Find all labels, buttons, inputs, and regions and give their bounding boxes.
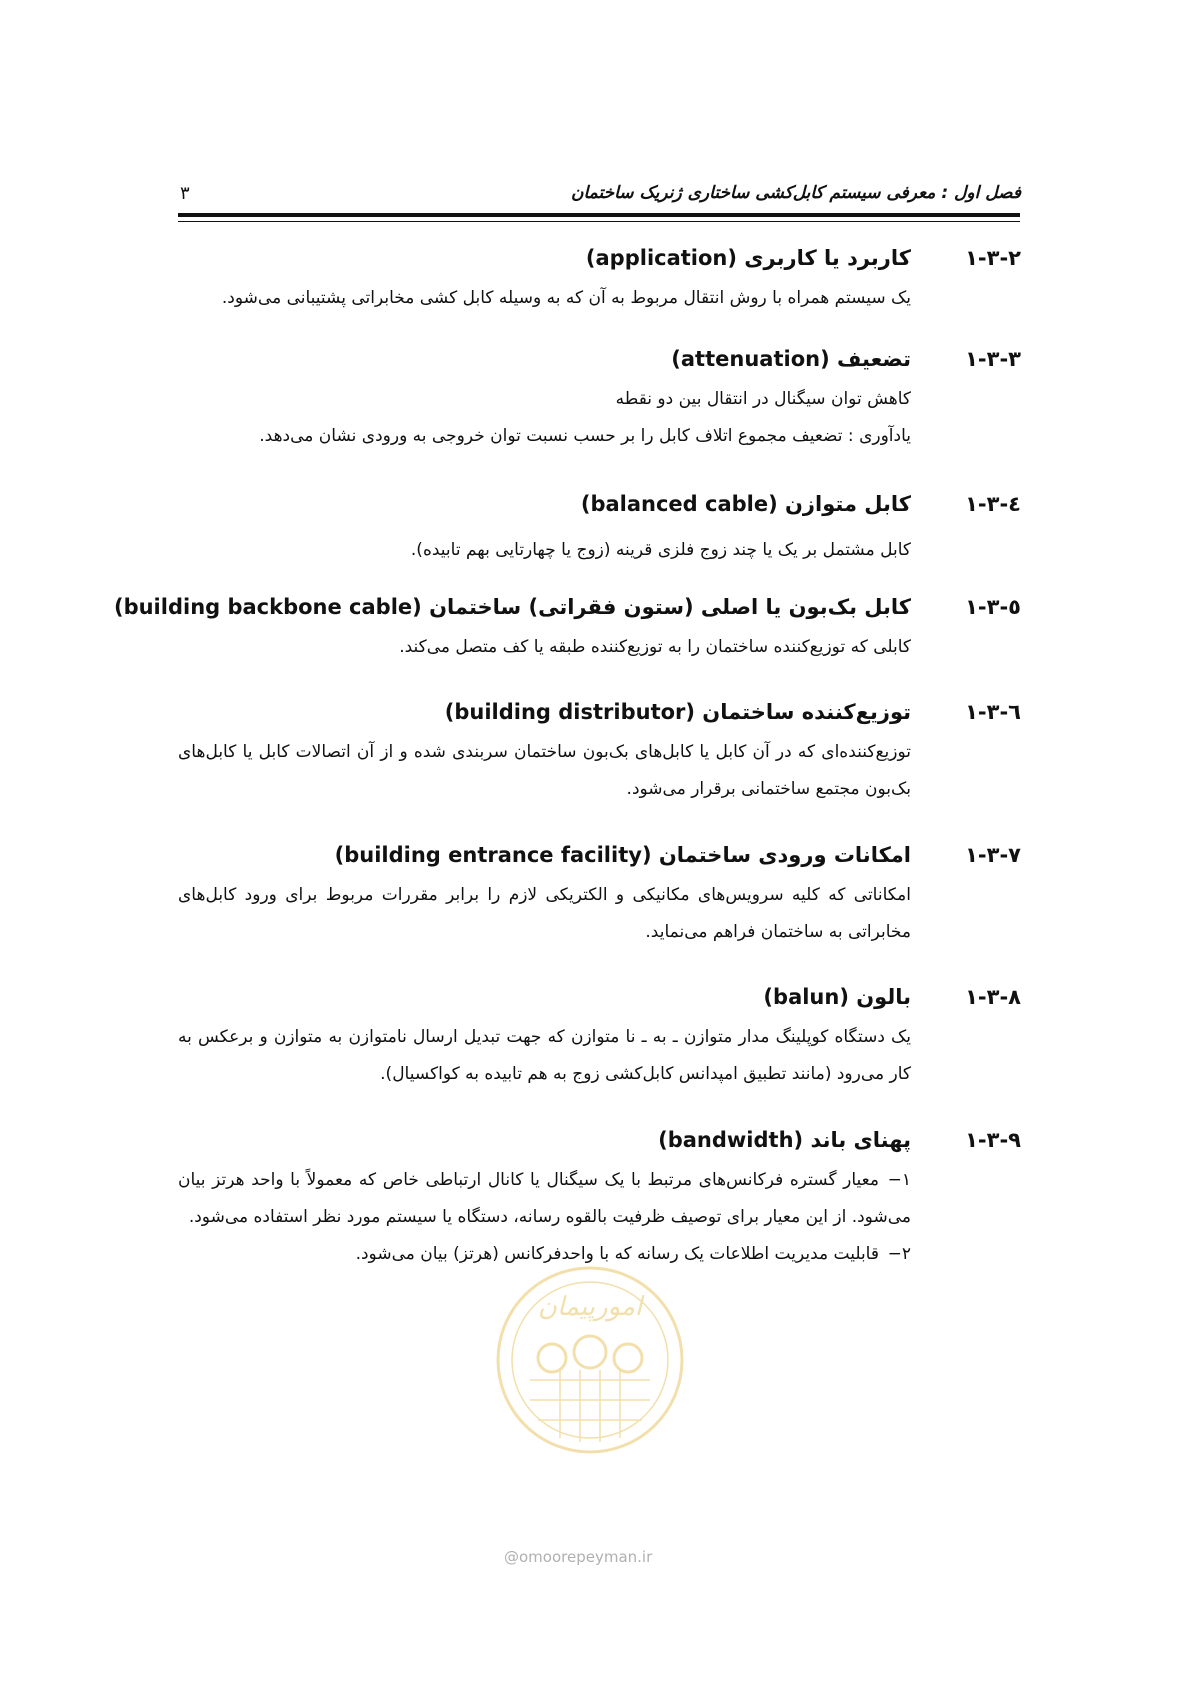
section-number: ۱-۳-۲: [965, 246, 1021, 270]
running-title: فصل اول : معرفی سیستم کابل‌کشی ساختاری ژنریک ساختمان: [570, 183, 1021, 203]
section-number: ۱-۳-۹: [965, 1128, 1021, 1152]
section-number: ۱-۳-٥: [965, 595, 1021, 619]
section-1-3-7: [178, 843, 1021, 951]
section-1-3-2: [178, 246, 1021, 317]
watermark-url: @omoorepeyman.ir: [504, 1548, 653, 1566]
list-item: [178, 1162, 911, 1236]
section-paragraph: یک سیستم همراه با روش انتقال مربوط به آن که به وسیله کابل کشی مخابراتی پشتیبانی می‌شود.: [221, 288, 911, 308]
section-title: کابل بک‌بون یا اصلی (ستون فقراتی) ساختمان (building backbone cable): [113, 595, 911, 619]
header-rule-thick: [178, 213, 1020, 217]
section-heading: [178, 1128, 1021, 1162]
list-marker: ۱−: [887, 1170, 911, 1190]
section-paragraph: کاهش توان سیگنال در انتقال بین دو نقطه: [615, 389, 911, 409]
section-paragraph: کابل مشتمل بر یک یا چند زوج فلزی قرینه (زوج یا چهارتایی بهم تابیده).: [410, 540, 911, 560]
section-1-3-6: [178, 700, 1021, 808]
section-paragraph: امکاناتی که کلیه سرویس‌های مکانیکی و الکتریکی لازم را برابر مقررات مربوط برای ورود کابل‌های مخابراتی به ساختمان فراهم می‌نماید.: [178, 885, 911, 942]
list-item-text: معیار گستره فرکانس‌های مرتبط با یک سیگنال یا کانال ارتباطی خاص که معمولاً با واحد هرتز بیان می‌شود. از این معیار برای توصیف ظرفیت بالقوه رسانه، دستگاه یا سیستم مورد نظر استفاده می‌شود.: [178, 1170, 911, 1227]
section-number: ۱-۳-٤: [965, 492, 1021, 516]
page-number: ۳: [180, 183, 190, 204]
section-1-3-8: [178, 985, 1021, 1093]
section-paragraph: یک دستگاه کوپلینگ مدار متوازن ـ به ـ نا متوازن که جهت تبدیل ارسال نامتوازن به متوازن و برعکس به کار می‌رود (مانند تطبیق امپدانس کابل‌کشی زوج به هم تابیده به کواکسیال).: [178, 1027, 911, 1084]
section-title: کاربرد یا کاربری (application): [585, 246, 911, 270]
section-note: یادآوری : تضعیف مجموع اتلاف کابل را بر حسب نسبت توان خروجی به ورودی نشان می‌دهد.: [259, 426, 911, 446]
section-1-3-5: [113, 595, 1021, 666]
section-title: بالون (balun): [763, 985, 911, 1009]
section-heading: [113, 595, 1021, 629]
section-paragraph: توزیع‌کننده‌ای که در آن کابل یا کابل‌های بک‌بون ساختمان سربندی شده و از آن اتصالات کابل یا کابل‌های بک‌بون مجتمع ساختمانی برقرار می‌شود.: [178, 742, 911, 799]
section-title: تضعیف (attenuation): [671, 347, 911, 371]
watermark-logo: [490, 1260, 690, 1460]
section-heading: [178, 843, 1021, 877]
section-number: ۱-۳-٦: [965, 700, 1021, 724]
header-rule-thin: [178, 221, 1020, 222]
section-title: امکانات ورودی ساختمان (building entrance facility): [334, 843, 911, 867]
section-heading: [178, 492, 1021, 526]
section-number: ۱-۳-۷: [965, 843, 1021, 867]
section-heading: [178, 347, 1021, 381]
list-item-text: قابلیت مدیریت اطلاعات یک رسانه که با واحدفرکانس (هرتز) بیان می‌شود.: [355, 1244, 879, 1264]
watermark-logo-text: امورپیمان: [537, 1292, 643, 1322]
section-1-3-4: [178, 492, 1021, 569]
section-heading: [178, 246, 1021, 280]
section-heading: [178, 985, 1021, 1019]
list-marker: ۲−: [887, 1244, 911, 1264]
section-1-3-9: [178, 1128, 1021, 1273]
section-title: توزیع‌کننده ساختمان (building distributor): [444, 700, 911, 724]
section-title: پهنای باند (bandwidth): [658, 1128, 911, 1152]
section-heading: [178, 700, 1021, 734]
section-number: ۱-۳-۳: [965, 347, 1021, 371]
section-title: کابل متوازن (balanced cable): [580, 492, 911, 516]
section-paragraph: کابلی که توزیع‌کننده ساختمان را به توزیع‌کننده طبقه یا کف متصل می‌کند.: [399, 637, 911, 657]
section-number: ۱-۳-۸: [965, 985, 1021, 1009]
section-1-3-3: [178, 347, 1021, 455]
